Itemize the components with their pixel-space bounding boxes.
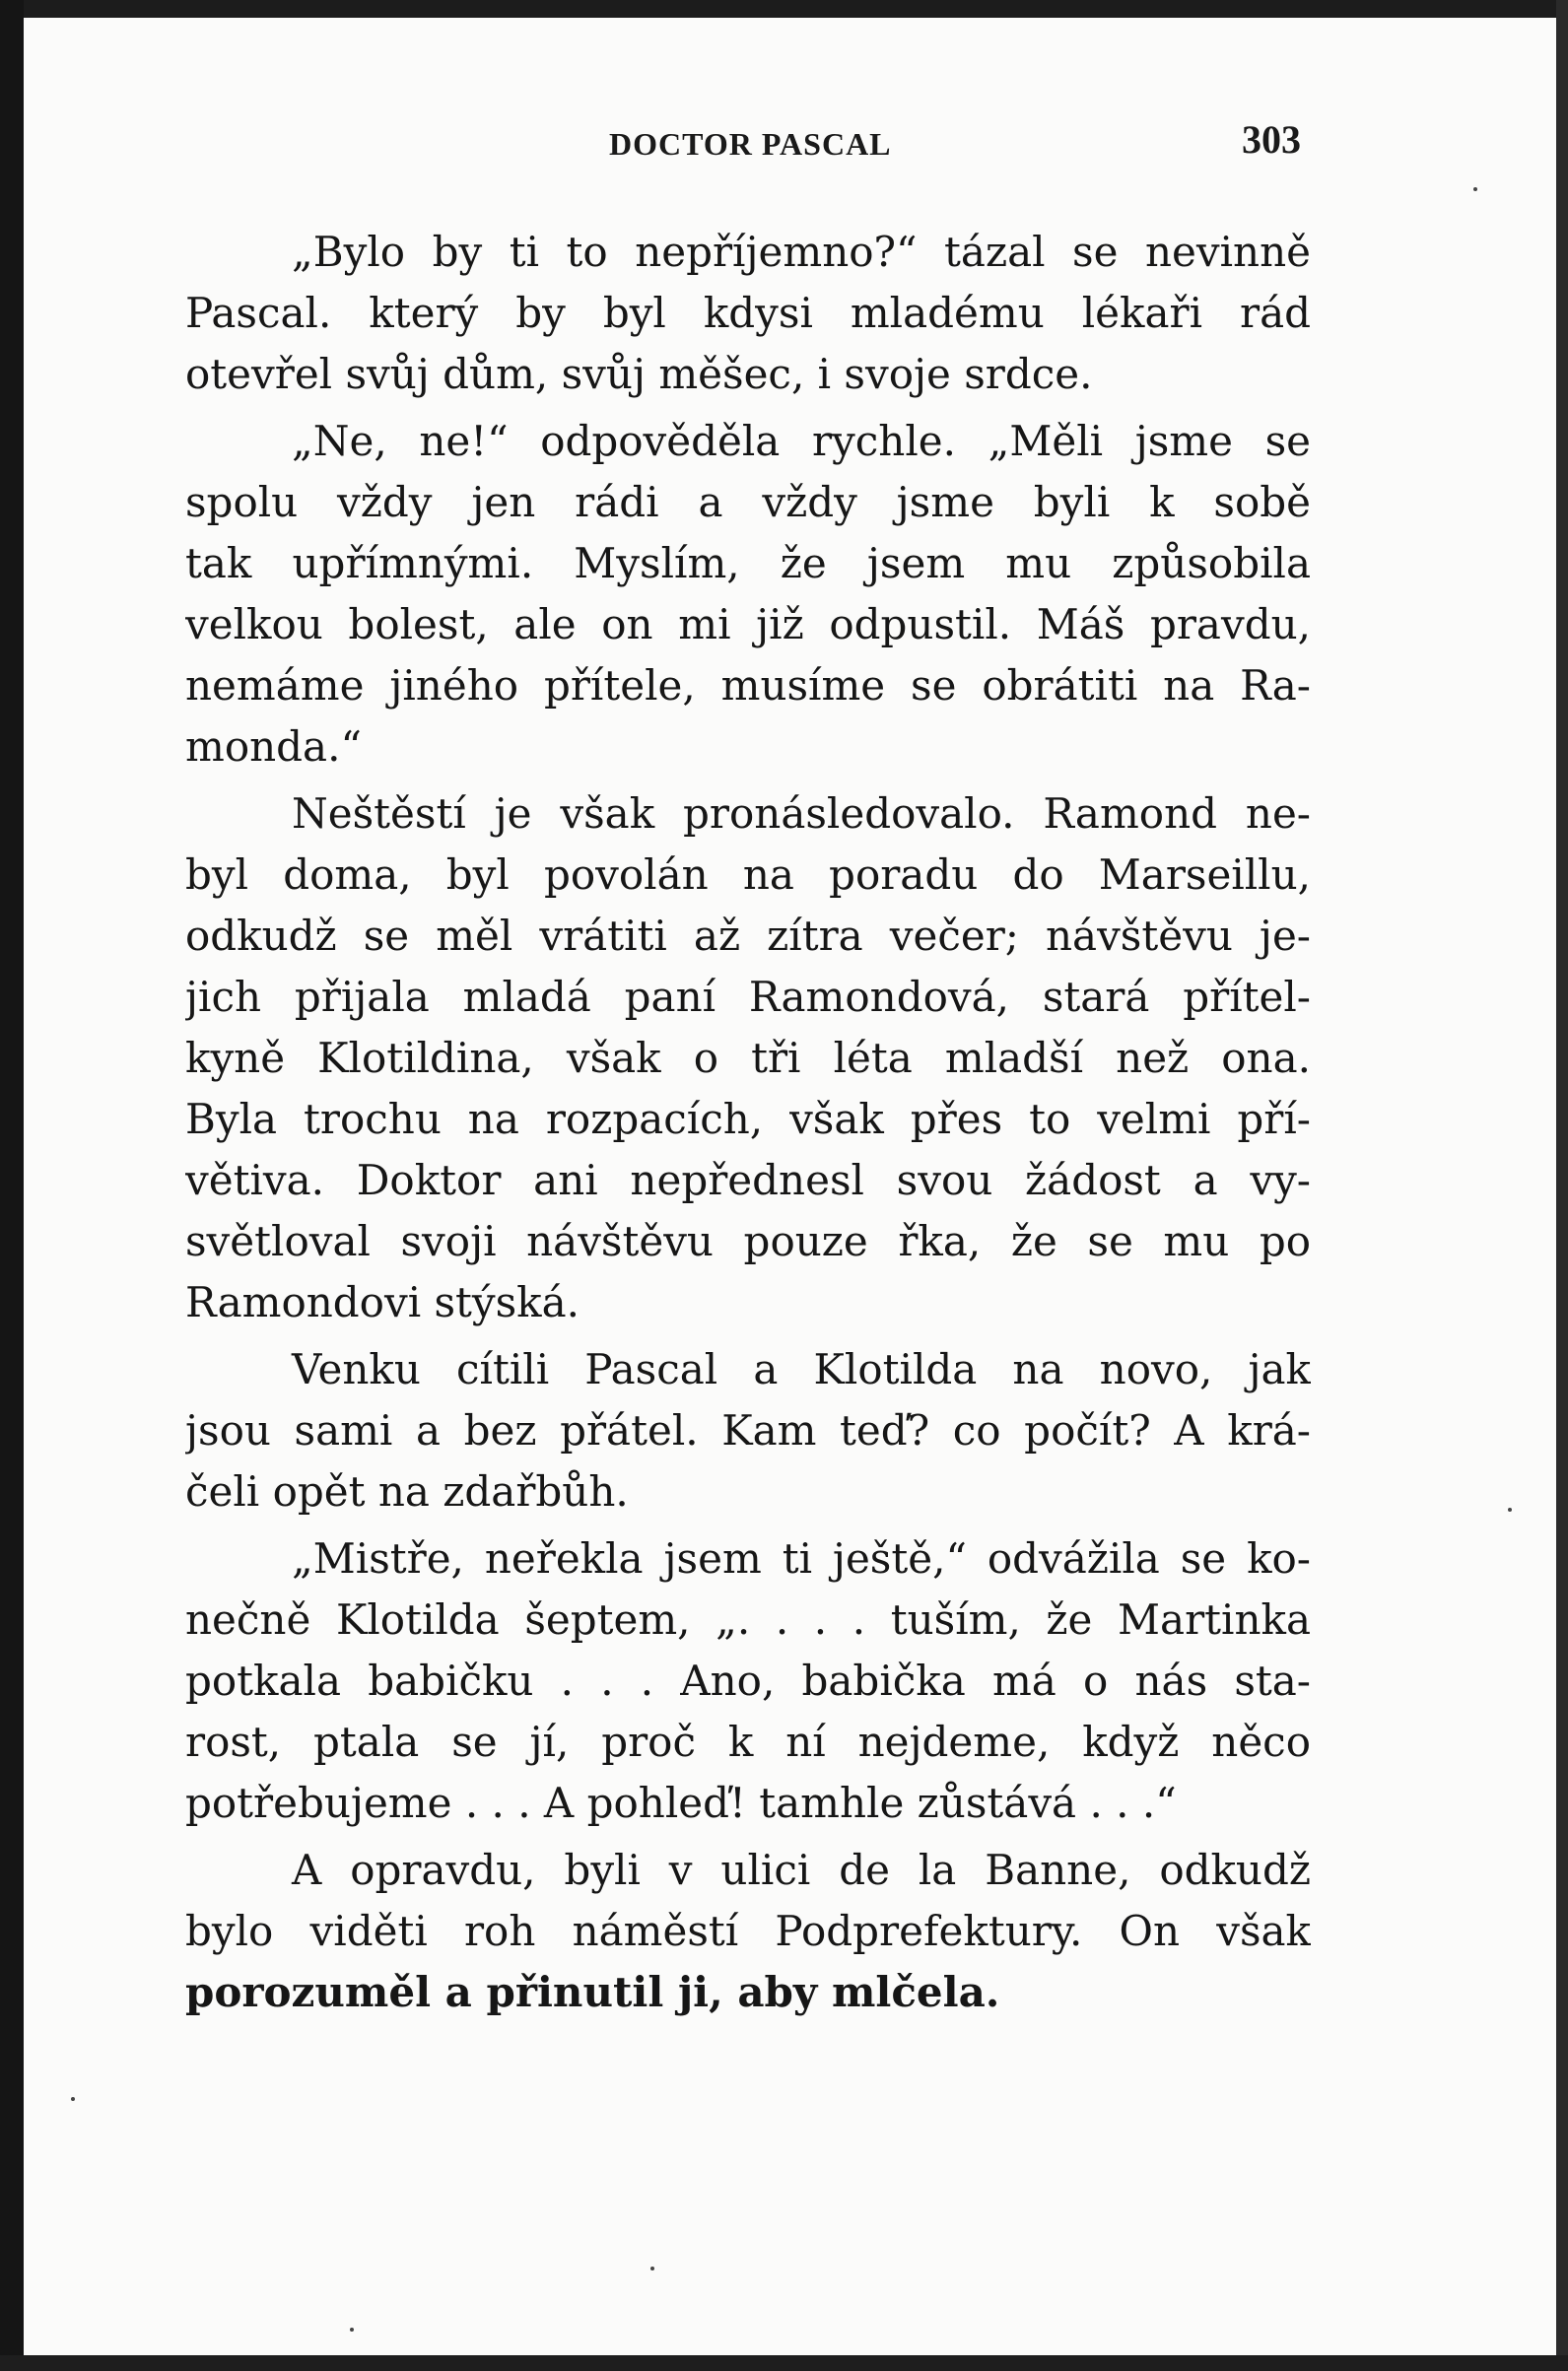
scan-edge-right — [1556, 0, 1568, 2371]
paragraph — [185, 222, 1311, 405]
text-line: tak upřímnými. Myslím, že jsem mu způsobila — [185, 539, 1311, 587]
text-line: jich přijala mladá paní Ramondová, stará přítel- — [185, 973, 1311, 1021]
text-line: světloval svoji návštěvu pouze řka, že se mu po — [185, 1217, 1311, 1265]
text-line: Venku cítili Pascal a Klotilda na novo, jak — [292, 1345, 1311, 1393]
text-line: Ramondovi stýská. — [185, 1278, 580, 1326]
scan-speck — [350, 2328, 354, 2332]
text-line: Pascal. který by byl kdysi mladému lékaři rád — [185, 289, 1311, 337]
scan-speck — [1508, 1508, 1512, 1512]
text-line: potřebujeme . . . A pohleď! tamhle zůstává . . .“ — [185, 1779, 1177, 1827]
text-line: A opravdu, byli v ulici de la Banne, odkudž — [292, 1846, 1311, 1894]
paragraph — [185, 783, 1311, 1333]
text-line: čeli opět na zdařbůh. — [185, 1467, 629, 1516]
page-number: 303 — [1242, 117, 1301, 162]
text-line: nečně Klotilda šeptem, „. . . . tuším, že Martinka — [185, 1595, 1311, 1644]
scan-edge-left — [0, 0, 24, 2371]
paragraph — [185, 411, 1311, 778]
text-line: „Ne, ne!“ odpověděla rychle. „Měli jsme se — [292, 417, 1311, 465]
text-line: otevřel svůj dům, svůj měšec, i svoje srdce. — [185, 350, 1093, 398]
scan-edge-top — [0, 0, 1568, 18]
text-line: „Bylo by ti to nepříjemno?“ tázal se nevinně — [292, 228, 1311, 276]
paragraph — [185, 1339, 1311, 1523]
text-line: odkudž se měl vrátiti až zítra večer; návštěvu je- — [185, 912, 1311, 960]
text-line: bylo viděti roh náměstí Podprefektury. On však — [185, 1907, 1311, 1955]
text-line: „Mistře, neřekla jsem ti ještě,“ odvážila se ko- — [292, 1534, 1311, 1583]
text-line: potkala babičku . . . Ano, babička má o nás sta- — [185, 1657, 1311, 1705]
text-line: Neštěstí je však pronásledovalo. Ramond ne- — [292, 789, 1311, 838]
text-line: spolu vždy jen rádi a vždy jsme byli k sobě — [185, 478, 1311, 526]
text-line: kyně Klotildina, však o tři léta mladší než ona. — [185, 1034, 1311, 1082]
scan-speck — [650, 2267, 654, 2270]
text-line: nemáme jiného přítele, musíme se obrátiti na Ra- — [185, 661, 1311, 710]
text-line: byl doma, byl povolán na poradu do Marseillu, — [185, 850, 1311, 899]
scan-speck — [71, 2097, 75, 2101]
text-line: jsou sami a bez přátel. Kam teď? co počít? A krá- — [185, 1406, 1311, 1455]
scan-speck — [1473, 187, 1477, 191]
text-line: Byla trochu na rozpacích, však přes to velmi pří- — [185, 1095, 1311, 1143]
text-line: monda.“ — [185, 722, 362, 771]
scan-edge-bottom — [0, 2355, 1568, 2371]
paragraph — [185, 1528, 1311, 1834]
text-line: rost, ptala se jí, proč k ní nejdeme, když něco — [185, 1718, 1311, 1766]
paragraph — [185, 1840, 1311, 2023]
text-line: velkou bolest, ale on mi již odpustil. Máš pravdu, — [185, 600, 1311, 648]
body-text — [185, 222, 1311, 2023]
text-line: porozuměl a přinutil ji, aby mlčela. — [185, 1968, 1000, 2016]
running-head-title: DOCTOR PASCAL — [609, 126, 892, 162]
text-line: větiva. Doktor ani nepřednesl svou žádost a vy- — [185, 1156, 1311, 1204]
